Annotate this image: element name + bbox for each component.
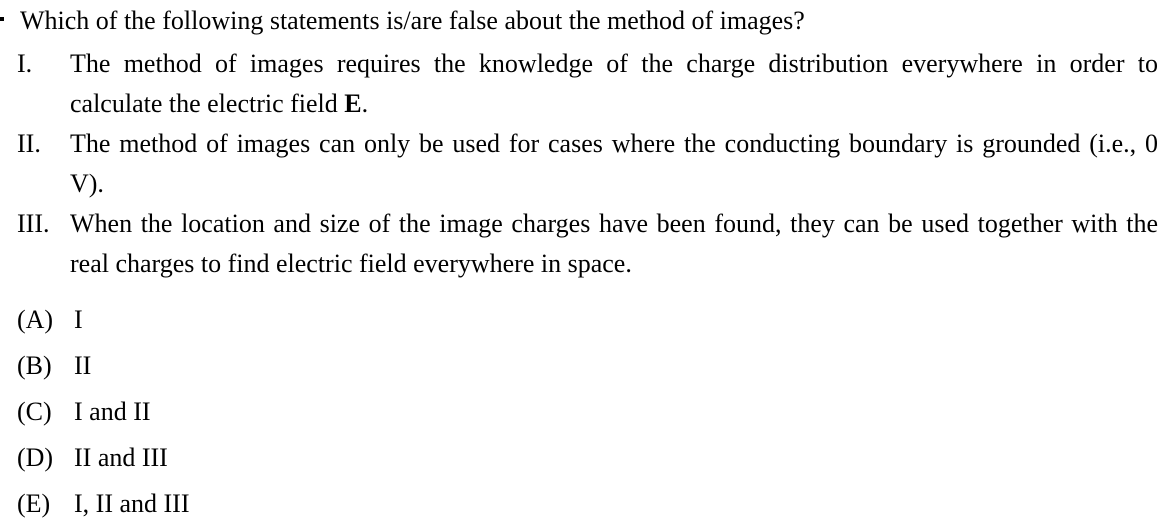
answer-option-a[interactable] xyxy=(17,297,190,343)
option-text: I, II and III xyxy=(74,489,190,518)
option-letter: (D) xyxy=(17,443,54,472)
statement-text: When the location and size of the image charges have been found, they can be used together with the real charges to find electric field everywhere in space. xyxy=(70,209,1158,278)
answer-options xyxy=(17,297,190,527)
statement-text-suffix: . xyxy=(361,89,369,118)
statement-item xyxy=(0,204,1171,284)
option-letter: (A) xyxy=(17,305,54,334)
statement-list xyxy=(0,44,1171,284)
option-letter: (B) xyxy=(17,351,52,380)
statement-text xyxy=(70,44,1158,124)
statement-item xyxy=(0,124,1171,204)
bullet-mark xyxy=(0,17,4,21)
option-letter: (E) xyxy=(17,489,51,518)
option-letter: (C) xyxy=(17,397,52,426)
statement-number: I. xyxy=(17,49,33,78)
statement-text: The method of images can only be used for cases where the conducting boundary is grounded (i.e., 0 V). xyxy=(70,129,1158,198)
answer-option-e[interactable] xyxy=(17,481,190,527)
option-text: II xyxy=(74,351,92,380)
answer-option-d[interactable] xyxy=(17,435,190,481)
statement-number: III. xyxy=(17,209,50,238)
option-text: I and II xyxy=(74,397,151,426)
option-text: I xyxy=(74,305,83,334)
answer-option-b[interactable] xyxy=(17,343,190,389)
answer-option-c[interactable] xyxy=(17,389,190,435)
statement-number: II. xyxy=(17,129,41,158)
question-text: Which of the following statements is/are false about the method of images? xyxy=(20,6,805,35)
field-symbol: E xyxy=(344,89,362,118)
statement-text-body: The method of images requires the knowledge of the charge distribution everywhere in order to calculate the electric field xyxy=(70,49,1158,118)
statement-item xyxy=(0,44,1171,124)
option-text: II and III xyxy=(74,443,168,472)
